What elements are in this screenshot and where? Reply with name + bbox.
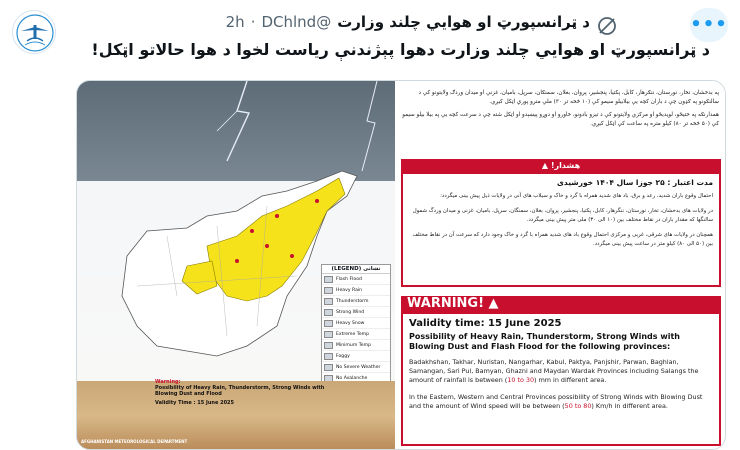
legend-swatch-icon [324, 298, 333, 305]
display-name[interactable]: د ټرانسپورټ او هوایي چلند وزارت [337, 13, 590, 31]
legend-label: Foggy [336, 353, 350, 359]
legend-label: Flash Flood [336, 276, 362, 282]
legend-label: Heavy Rain [336, 287, 363, 293]
legend-title: (LEGEND) نښانی [322, 265, 390, 274]
dari-warning-label: هشدار! [550, 161, 581, 170]
english-validity: Validity time: 15 June 2025 [409, 318, 562, 329]
map-warning-heading: Warning: [155, 379, 181, 385]
legend-swatch-icon [324, 287, 333, 294]
legend-swatch-icon [324, 276, 333, 283]
map-warning-block [155, 379, 335, 406]
legend-swatch-icon [324, 331, 333, 338]
english-warning-box [401, 312, 721, 446]
dari-body-3: همچنان در ولایات های شرقی، غربی و مرکزی احتمال وقوع باد های شدید همراه با گرد و خاک وجود دارد که سرعت آن در نقاط مختلف بین (۵۰ الی ۸۰) کیلو متر در ساعت پیش بینی میگردد. [412, 232, 713, 247]
more-dots-icon: ••• [690, 14, 728, 35]
dari-body-1: احتمال وقوع باران شدید، رعد و برق، باد های شدید همراه با گرد و خاک و سیلاب های آنی در ولایات ذیل پیش بینی میگردد: [440, 193, 713, 199]
legend-item [322, 329, 390, 340]
tweet-time[interactable]: 2h [225, 13, 245, 31]
map-warning-text: Possibility of Heavy Rain, Thunderstorm, Strong Winds with Blowing Dust and Flood [155, 385, 325, 397]
more-options-button[interactable] [690, 8, 728, 42]
legend-swatch-icon [324, 364, 333, 371]
english-body-2 [409, 393, 713, 411]
separator-dot: · [250, 13, 256, 31]
legend-label: Minimum Temp [336, 342, 371, 348]
english-body-1 [409, 358, 713, 385]
pashto-paragraph-2: همدارنګه په ختیځو، لویدیځو او مرکزي ولایتونو کې د تیزو بادونو، خاورو او دوړو پیښېدو او اټکل شته چې د سرعت کچه یې په بیلا بیلو سیمو کې (۵۰ څخه تر ۸۰) کیلو متره په ساعت کې اټکل کیږي. [402, 112, 719, 127]
tweet-header [226, 13, 590, 31]
legend-item [322, 318, 390, 329]
avatar[interactable] [12, 10, 56, 54]
legend-label: Strong Wind [336, 309, 365, 315]
rainfall-range: 10 to 30 [507, 376, 535, 384]
weather-map-panel [77, 81, 395, 450]
legend-item [322, 285, 390, 296]
department-label: AFGHANISTAN METEOROLOGICAL DEPARTMENT [81, 439, 188, 444]
english-body-1a: Badakhshan, Takhar, Nuristan, Nangarhar, Kabul, Paktya, Panjshir, Parwan, Baghlan, Samangan, Sari Pul, Bamyan, Ghazni and Maydan Wardak Provinces including Salangs the amount of rainfall is between ( [409, 358, 699, 384]
english-warning-bar: WARNING! ▲ [401, 296, 721, 312]
legend-label: Heavy Snow [336, 320, 365, 326]
dari-warning-bar [401, 159, 721, 172]
legend-label: No Avalanche [336, 375, 368, 381]
wind-speed-range: 50 to 80 [564, 402, 592, 410]
grok-icon[interactable] [596, 15, 618, 37]
legend-list [322, 274, 390, 395]
map-validity: Validity Time : 15 June 2025 [155, 400, 235, 406]
dari-warning-box [401, 172, 721, 287]
dari-warning-body [407, 192, 713, 249]
warning-triangle-icon: ▲ [541, 161, 549, 170]
legend-label: Extreme Temp [336, 331, 370, 337]
pashto-forecast-text [401, 89, 719, 129]
legend-item [322, 351, 390, 362]
legend-item [322, 307, 390, 318]
english-body-2a: In the Eastern, Western and Central Provinces possibility of Strong Winds with Blowing Dust and the amount of Wind speed will be between ( [409, 393, 703, 410]
english-body-1c: ) mm in different area. [534, 376, 607, 384]
english-warning-title: Possibility of Heavy Rain, Thunderstorm, Strong Winds with Blowing Dust and Flash Flood for the following provinces: [409, 332, 680, 351]
tweet-text: د ټرانسپورټ او هوایي چلند وزارت دهوا پېژندنې ریاست لخوا د هوا حالاتو اټکل! [91, 40, 710, 59]
legend-label: Thunderstorm [336, 298, 369, 304]
user-handle[interactable]: @DChlnd [261, 13, 332, 31]
legend-swatch-icon [324, 342, 333, 349]
legend-item [322, 274, 390, 285]
legend-label: No Severe Weather [336, 364, 381, 370]
legend-swatch-icon [324, 320, 333, 327]
dari-body-2: در ولایات های بدخشان، تخار، نورستان، ننگرهار، کابل، پکتیا، پنجشیر، پروان، بغلان، سمنگان، سرپل، بامیان، غزنی و میدان وردگ شمول سالنگها که مقدار باران در نقاط مختلف بین (۱۰ الی ۳۰) ملی متر پیش بینی میگردد. [412, 208, 713, 223]
legend-swatch-icon [324, 353, 333, 360]
pashto-paragraph-1: په بدخشان، تخار، نورستان، ننګرهار، کابل، پکتیا، پنجشیر، پروان، بغلان، سمنګان، سرپل، بامیان، غزني او میدان وردګ ولایتونو کې د سالنګونو په ګډون چې د باران کچه یې بیلابیلو سیمو کې (۱۰ څخه تر ۳۰) ملي مترو پورې اټکل کیږي. [418, 90, 719, 105]
warning-document [395, 81, 726, 450]
legend-item [322, 362, 390, 373]
ministry-logo-icon [13, 11, 56, 54]
english-body-2c: ) Km/h in different area. [591, 402, 668, 410]
legend-item [322, 296, 390, 307]
dari-validity: مدت اعتبار : ۲۵ جوزا سال ۱۴۰۴ خورشیدی [557, 178, 713, 187]
legend-swatch-icon [324, 309, 333, 316]
legend-item [322, 340, 390, 351]
tweet-media[interactable] [76, 80, 726, 450]
